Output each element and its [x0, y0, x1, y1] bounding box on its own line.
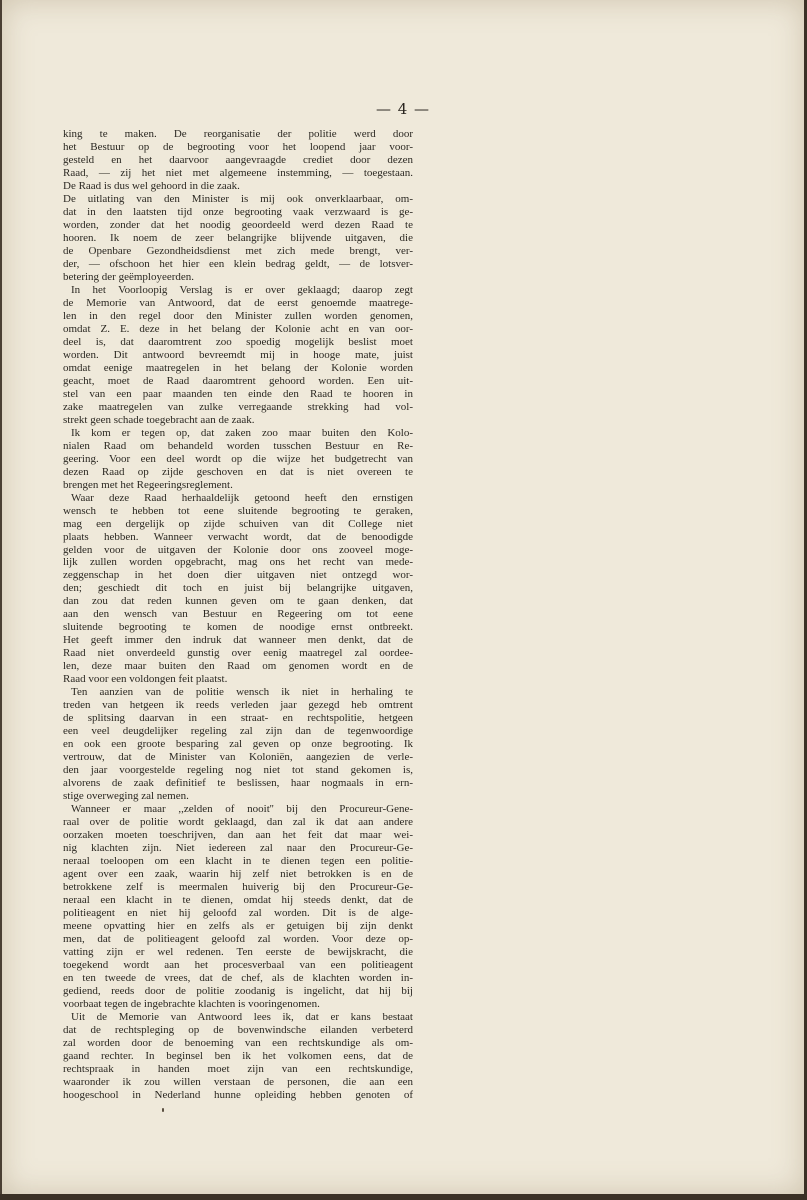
text-line: plaats hebben. Wanneer verwacht wordt, dat de benoodigde — [63, 530, 413, 543]
text-line: len in den regel door den Minister zullen worden genomen, — [63, 309, 413, 322]
text-line: men, dat de politieagent geloofd zal worden. Voor deze op- — [63, 933, 413, 946]
text-line: de Memorie van Antwoord, dat de eerst genoemde maatrege- — [63, 296, 413, 309]
text-line: geering. Voor een deel wordt op die wijze het budgetrecht van — [63, 452, 413, 465]
text-line: dezen Raad op zijde geschoven en dat is niet overeen te — [63, 465, 413, 478]
text-line: Uit de Memorie van Antwoord lees ik, dat er kans bestaat — [71, 1010, 413, 1023]
text-line: betrokkene zelf is meermalen huiverig bij den Procureur-Ge- — [63, 881, 413, 894]
text-line: toegekend wordt aan het procesverbaal van een politieagent — [63, 959, 413, 971]
text-line: nig klachten zijn. Niet iedereen zal naar den Procureur-Ge- — [63, 842, 413, 855]
document-page — [2, 0, 804, 1194]
text-line: vatting zijn er wel redenen. Ten eerste de bewijskracht, die — [63, 946, 413, 959]
text-line: alvorens de zaak definitief te beslissen, haar nogmaals in ern- — [63, 777, 413, 790]
text-line: neraal een klacht in te dienen, omdat hij steeds denkt, dat de — [63, 894, 413, 907]
text-line: king te maken. De reorganisatie der politie werd door — [63, 128, 413, 140]
text-line: en ten tweede de vrees, dat de chef, als de klachten worden in- — [63, 971, 413, 984]
text-line: politieagent en niet hij geloofd zal worden. Dit is de alge- — [63, 907, 413, 920]
text-line: gesteld en het daarvoor aangevraagde crediet door dezen — [63, 153, 413, 166]
text-line: gelden voor de uitgaven der Kolonie door ons zooveel moge- — [63, 543, 413, 556]
text-line: stige overweging zal nemen. — [63, 790, 189, 803]
text-line: gediend, reeds door de politie zoodanig is ingelicht, dat hij bij — [63, 984, 413, 997]
text-line: geacht, moet de Raad daaromtrent gehoord worden. Een uit- — [63, 374, 413, 387]
ink-speck — [162, 1108, 164, 1112]
text-line: zake maatregelen van zulke verregaande strekking had vol- — [63, 400, 413, 413]
text-line: worden, zonder dat het noodig geoordeeld werd dezen Raad te — [63, 218, 413, 231]
text-line: worden. Dit antwoord bevreemdt mij in hooge mate, juist — [63, 348, 413, 361]
text-line: dan zou dat reden kunnen geven om te gaan denken, dat — [63, 595, 413, 608]
text-line: voorbaat tegen de ingebrachte klachten is vooringenomen. — [63, 997, 320, 1010]
text-line: Ten aanzien van de politie wensch ik niet in herhaling te — [71, 686, 413, 699]
text-line: De Raad is dus wel gehoord in die zaak. — [63, 179, 240, 192]
text-line: zeggenschap in het doen dier uitgaven niet ontzegd wor- — [63, 569, 413, 582]
text-line: len, deze maar buiten den Raad om genomen wordt en de — [63, 660, 413, 673]
page-number: — 4 — — [375, 100, 431, 118]
text-line: In het Voorloopig Verslag is er over geklaagd; daarop zegt — [71, 283, 413, 296]
text-line: lijk zullen worden opgebracht, mag ons het recht van mede- — [63, 556, 413, 569]
text-line: hooren. Ik noem de zeer belangrijke blijvende uitgaven, die — [63, 231, 413, 244]
text-line: en ook een groote besparing zal geven op onze begrooting. Ik — [63, 738, 413, 751]
text-line: een veel deugdelijker regeling zal zijn dan de tegenwoordige — [63, 725, 413, 738]
text-line: dat in den laatsten tijd onze begrooting vaak verzwaard is ge- — [63, 205, 413, 218]
text-line: oorzaken moeten toeschrijven, dan aan het feit dat maar wei- — [63, 829, 413, 842]
text-line: agent over een zaak, waarin hij zelf niet betrokken is en de — [63, 868, 413, 881]
text-line: deel is, dat daaromtrent zoo spoedig mogelijk beslist moet — [63, 335, 413, 348]
text-line: Wanneer er maar ,,zelden of nooit'' bij den Procureur-Gene- — [71, 803, 413, 816]
text-line: treden van hetgeen ik reeds verleden jaar gezegd heb omtrent — [63, 699, 413, 712]
background-edge-bottom — [0, 1194, 807, 1200]
text-line: wensch te hebben tot eene sluitende begrooting te geraken, — [63, 504, 413, 517]
body-text — [63, 128, 413, 1102]
text-line: neraal toeloopen om een klacht in te dienen tegen een politie- — [63, 855, 413, 868]
text-line: omdat eenige maatregelen in het belang der Kolonie worden — [63, 361, 413, 374]
text-line: gaand rechter. In beginsel ben ik het volkomen eens, dat de — [63, 1049, 413, 1062]
text-line: mag een dergelijk op zijde schuiven van dit College niet — [63, 517, 413, 530]
text-line: den jaar voorgestelde regeling nog niet tot stand gekomen is, — [63, 764, 413, 777]
text-line: den; geschiedt dit toch en juist bij belangrijke uitgaven, — [63, 582, 413, 595]
text-line: het Bestuur op de begrooting voor het loopend jaar voor- — [63, 140, 413, 153]
text-line: dat de rechtspleging op de bovenwindsche eilanden verbeterd — [63, 1023, 413, 1036]
text-line: sluitende begrooting te komen de noodige ernst ontbreekt. — [63, 621, 413, 634]
text-line: Waar deze Raad herhaaldelijk getoond heeft den ernstigen — [71, 491, 413, 504]
text-line: der, — ofschoon het hier een klein bedrag geldt, — de lotsver- — [63, 257, 413, 270]
text-line: Raad voor een voldongen feit plaatst. — [63, 673, 228, 686]
text-line: aan den wensch van Bestuur en Regeering om tot eene — [63, 608, 413, 621]
text-line: stel van een paar maanden ten einde den Raad te hooren in — [63, 387, 413, 400]
text-line: Ik kom er tegen op, dat zaken zoo maar buiten den Kolo- — [71, 426, 413, 439]
text-line: betering der geëmployeerden. — [63, 270, 195, 283]
text-line: waaronder ik zou willen verstaan de personen, die aan een — [63, 1075, 413, 1088]
text-line: vertrouw, dat de Minister van Koloniën, aangezien de verle- — [63, 751, 413, 764]
text-line: nialen Raad om behandeld worden tusschen Bestuur en Re- — [63, 439, 413, 452]
text-line: strekt geen schade toegebracht aan de zaak. — [63, 413, 255, 426]
text-line: omdat Z. E. deze in het belang der Kolonie acht en van oor- — [63, 322, 413, 335]
text-line: raal over de politie wordt geklaagd, dan zal ik dat aan andere — [63, 816, 413, 829]
text-line: zal worden door de benoeming van een rechtskundige als om- — [63, 1036, 413, 1049]
text-line: de Openbare Gezondheidsdienst met zich mede brengt, ver- — [63, 244, 413, 257]
text-line: Het geeft immer den indruk dat wanneer men denkt, dat de — [63, 634, 413, 647]
text-line: rechtspraak in handen moet zijn van een rechtskundige, — [63, 1062, 413, 1075]
text-line: De uitlating van den Minister is mij ook onverklaarbaar, om- — [63, 192, 413, 205]
text-line: Raad niet onverdeeld gunstig over eenig maatregel zal oordee- — [63, 647, 413, 660]
text-line: Raad, — zij het niet met algemeene instemming, — toegestaan. — [63, 166, 413, 179]
text-line: brengen met het Regeeringsreglement. — [63, 478, 233, 491]
text-line: de splitsing daarvan in een straat- en rechtspolitie, hetgeen — [63, 712, 413, 725]
text-line: hoogeschool in Nederland hunne opleiding hebben genoten of — [63, 1088, 413, 1101]
text-line: meene opvatting hier en zelfs als er getuigen bij zijn denkt — [63, 920, 413, 933]
